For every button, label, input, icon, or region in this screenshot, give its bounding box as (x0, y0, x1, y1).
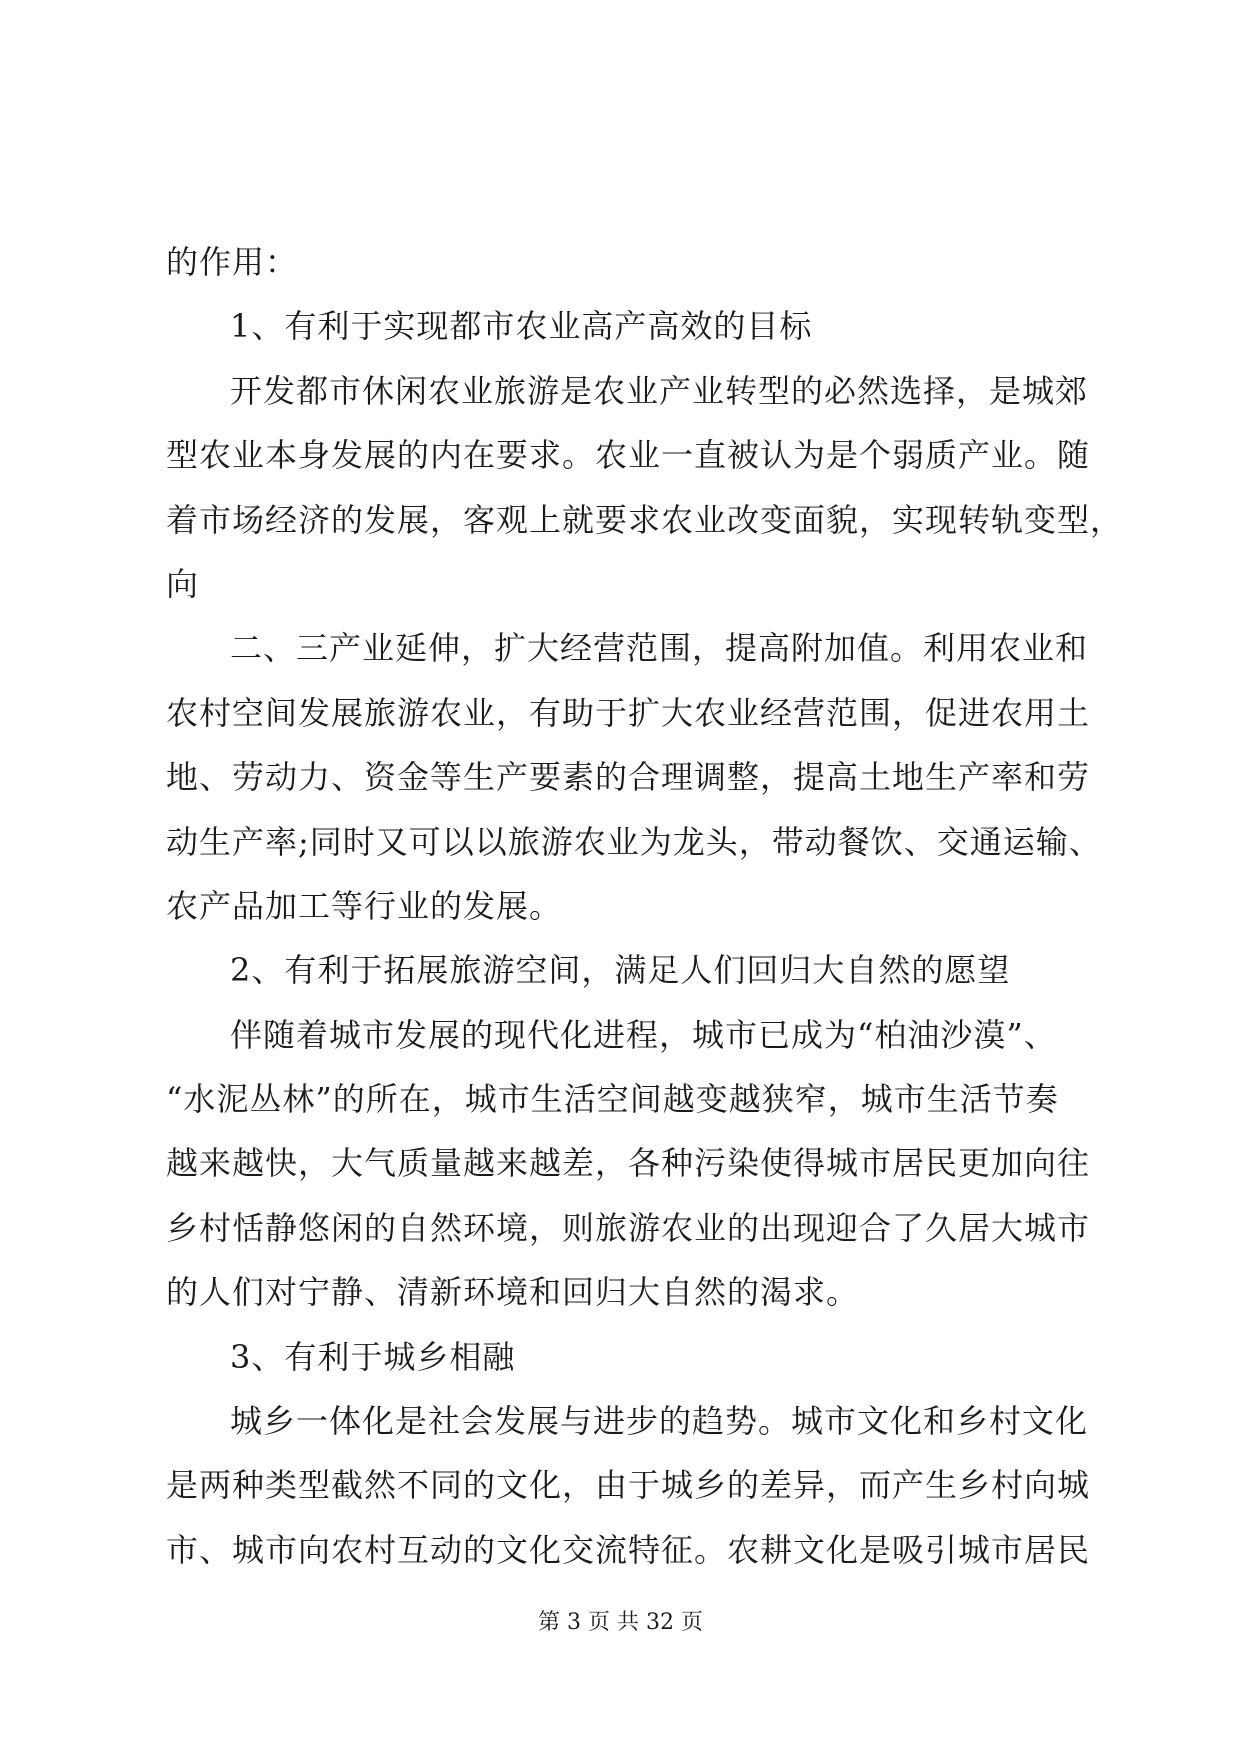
text-line: 农村空间发展旅游农业，有助于扩大农业经营范围，促进农用土 (166, 693, 1091, 732)
text-line: 农产品加工等行业的发展。 (166, 886, 563, 925)
text-line: 的人们对宁静、清新环境和回归大自然的渴求。 (166, 1273, 860, 1312)
text-line: 着市场经济的发展，客观上就要求农业改变面貌，实现转轨变型， (166, 500, 1124, 539)
text-line: 二、三产业延伸，扩大经营范围，提高附加值。利用农业和 (230, 629, 1089, 668)
text-line: 市、城市向农村互动的文化交流特征。农耕文化是吸引城市居民 (166, 1530, 1091, 1569)
text-line: 动生产率;同时又可以以旅游农业为龙头，带动餐饮、交通运输、 (166, 822, 1102, 861)
text-line: 开发都市休闲农业旅游是农业产业转型的必然选择，是城郊 (230, 371, 1089, 410)
text-line: 乡村恬静悠闲的自然环境，则旅游农业的出现迎合了久居大城市 (166, 1208, 1091, 1247)
text-line: “水泥丛林”的所在，城市生活空间越变越狭窄，城市生活节奏 (166, 1080, 1059, 1119)
text-line: 地、劳动力、资金等生产要素的合理调整，提高土地生产率和劳 (166, 758, 1091, 797)
text-line: 型农业本身发展的内在要求。农业一直被认为是个弱质产业。随 (166, 436, 1091, 475)
text-line: 3、有利于城乡相融 (230, 1337, 516, 1376)
text-line: 是两种类型截然不同的文化，由于城乡的差异，而产生乡村向城 (166, 1466, 1091, 1505)
text-line: 城乡一体化是社会发展与进步的趋势。城市文化和乡村文化 (230, 1402, 1089, 1441)
text-line: 越来越快，大气质量越来越差，各种污染使得城市居民更加向往 (166, 1144, 1091, 1183)
text-line: 2、有利于拓展旅游空间，满足人们回归大自然的愿望 (230, 951, 1011, 990)
text-line: 1、有利于实现都市农业高产高效的目标 (230, 307, 813, 346)
document-body (166, 230, 1124, 1582)
text-line: 向 (166, 564, 200, 603)
text-line: 的作用： (166, 243, 299, 281)
page-footer: 第 3 页 共 32 页 (538, 1610, 703, 1635)
text-line: 伴随着城市发展的现代化进程，城市已成为“柏油沙漠”、 (230, 1015, 1057, 1054)
